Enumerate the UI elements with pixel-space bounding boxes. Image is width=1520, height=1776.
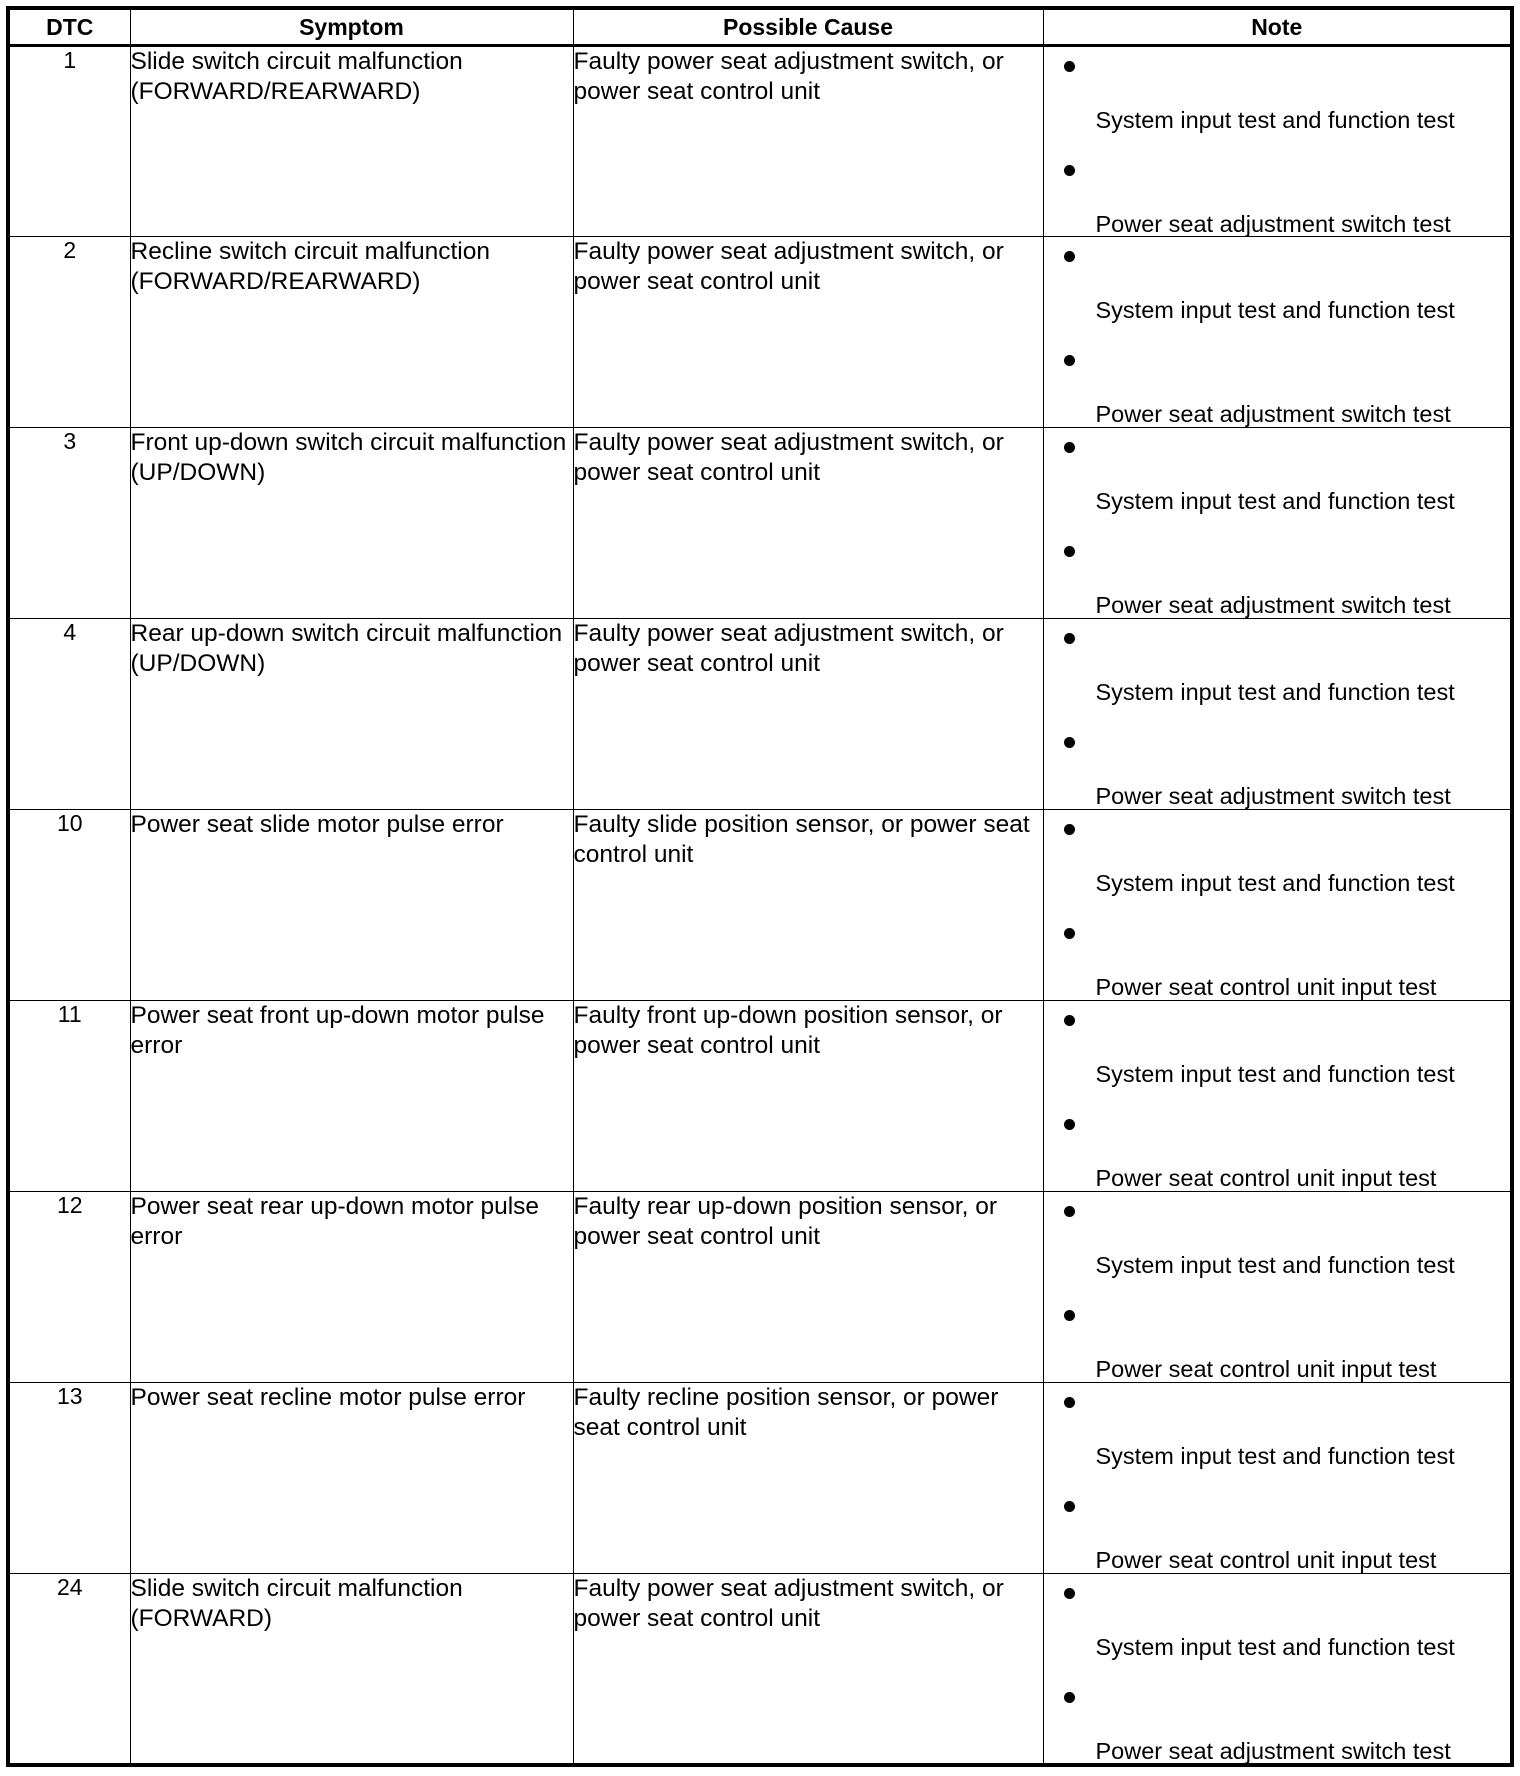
note-cell <box>1043 1383 1512 1574</box>
symptom-cell: Slide switch circuit malfunction (FORWARD) <box>130 1574 573 1765</box>
bullet-icon <box>1064 355 1075 366</box>
note-item: System input test and function test <box>1095 488 1455 514</box>
cause-cell: Faulty power seat adjustment switch, or power seat control unit <box>573 1574 1043 1765</box>
symptom-cell: Power seat slide motor pulse error <box>130 810 573 1001</box>
note-item: Power seat control unit input test <box>1095 974 1437 1000</box>
table-body <box>8 46 1512 1765</box>
note-item: System input test and function test <box>1095 1252 1455 1278</box>
bullet-icon <box>1064 824 1075 835</box>
cause-cell: Faulty slide position sensor, or power seat control unit <box>573 810 1043 1001</box>
table-header <box>8 8 1512 46</box>
symptom-cell: Power seat front up-down motor pulse error <box>130 1001 573 1192</box>
bullet-icon <box>1064 251 1075 262</box>
note-item: System input test and function test <box>1095 1061 1455 1087</box>
table-row <box>8 428 1512 619</box>
note-cell <box>1043 810 1512 1001</box>
note-item: Power seat adjustment switch test <box>1095 783 1451 809</box>
cause-cell: Faulty rear up-down position sensor, or power seat control unit <box>573 1192 1043 1383</box>
bullet-icon <box>1064 1588 1075 1599</box>
bullet-icon <box>1064 546 1075 557</box>
note-item: Power seat adjustment switch test <box>1095 211 1451 237</box>
cause-cell: Faulty power seat adjustment switch, or power seat control unit <box>573 428 1043 619</box>
note-cell <box>1043 237 1512 428</box>
note-item: System input test and function test <box>1095 870 1455 896</box>
note-item: Power seat control unit input test <box>1095 1547 1437 1573</box>
symptom-cell: Slide switch circuit malfunction (FORWARD/REARWARD) <box>130 46 573 237</box>
note-item: Power seat adjustment switch test <box>1095 401 1451 427</box>
bullet-icon <box>1064 1310 1075 1321</box>
dtc-code: 3 <box>8 428 130 619</box>
dtc-code: 11 <box>8 1001 130 1192</box>
cause-cell: Faulty recline position sensor, or power seat control unit <box>573 1383 1043 1574</box>
bullet-icon <box>1064 1206 1075 1217</box>
bullet-icon <box>1064 1015 1075 1026</box>
symptom-cell: Recline switch circuit malfunction (FORWARD/REARWARD) <box>130 237 573 428</box>
dtc-code: 12 <box>8 1192 130 1383</box>
note-item: Power seat adjustment switch test <box>1095 1738 1451 1764</box>
note-cell <box>1043 46 1512 237</box>
cause-cell: Faulty power seat adjustment switch, or power seat control unit <box>573 46 1043 237</box>
note-item: Power seat adjustment switch test <box>1095 592 1451 618</box>
cause-cell: Faulty power seat adjustment switch, or power seat control unit <box>573 619 1043 810</box>
table-row <box>8 1383 1512 1574</box>
table-row <box>8 46 1512 237</box>
header-possible-cause: Possible Cause <box>573 8 1043 46</box>
note-item: Power seat control unit input test <box>1095 1356 1437 1382</box>
dtc-table <box>6 6 1514 1767</box>
note-item: System input test and function test <box>1095 297 1455 323</box>
dtc-code: 4 <box>8 619 130 810</box>
dtc-code: 1 <box>8 46 130 237</box>
bullet-icon <box>1064 61 1075 72</box>
bullet-icon <box>1064 165 1075 176</box>
table-row <box>8 810 1512 1001</box>
table-row <box>8 619 1512 810</box>
header-symptom: Symptom <box>130 8 573 46</box>
bullet-icon <box>1064 928 1075 939</box>
header-note: Note <box>1043 8 1512 46</box>
note-cell <box>1043 1192 1512 1383</box>
note-item: System input test and function test <box>1095 107 1455 133</box>
table-row <box>8 1192 1512 1383</box>
cause-cell: Faulty power seat adjustment switch, or power seat control unit <box>573 237 1043 428</box>
dtc-code: 10 <box>8 810 130 1001</box>
note-item: System input test and function test <box>1095 1634 1455 1660</box>
note-cell <box>1043 428 1512 619</box>
bullet-icon <box>1064 737 1075 748</box>
bullet-icon <box>1064 633 1075 644</box>
symptom-cell: Power seat recline motor pulse error <box>130 1383 573 1574</box>
note-item: System input test and function test <box>1095 1443 1455 1469</box>
note-item: Power seat control unit input test <box>1095 1165 1437 1191</box>
dtc-code: 24 <box>8 1574 130 1765</box>
note-item: System input test and function test <box>1095 679 1455 705</box>
note-cell <box>1043 619 1512 810</box>
dtc-code: 13 <box>8 1383 130 1574</box>
bullet-icon <box>1064 1501 1075 1512</box>
bullet-icon <box>1064 1119 1075 1130</box>
dtc-code: 2 <box>8 237 130 428</box>
bullet-icon <box>1064 1397 1075 1408</box>
bullet-icon <box>1064 442 1075 453</box>
header-dtc: DTC <box>8 8 130 46</box>
header-row <box>8 8 1512 46</box>
note-cell <box>1043 1001 1512 1192</box>
symptom-cell: Rear up-down switch circuit malfunction (UP/DOWN) <box>130 619 573 810</box>
table-row <box>8 1001 1512 1192</box>
table-row <box>8 237 1512 428</box>
bullet-icon <box>1064 1692 1075 1703</box>
symptom-cell: Power seat rear up-down motor pulse error <box>130 1192 573 1383</box>
table-row <box>8 1574 1512 1765</box>
note-cell <box>1043 1574 1512 1765</box>
cause-cell: Faulty front up-down position sensor, or power seat control unit <box>573 1001 1043 1192</box>
symptom-cell: Front up-down switch circuit malfunction (UP/DOWN) <box>130 428 573 619</box>
